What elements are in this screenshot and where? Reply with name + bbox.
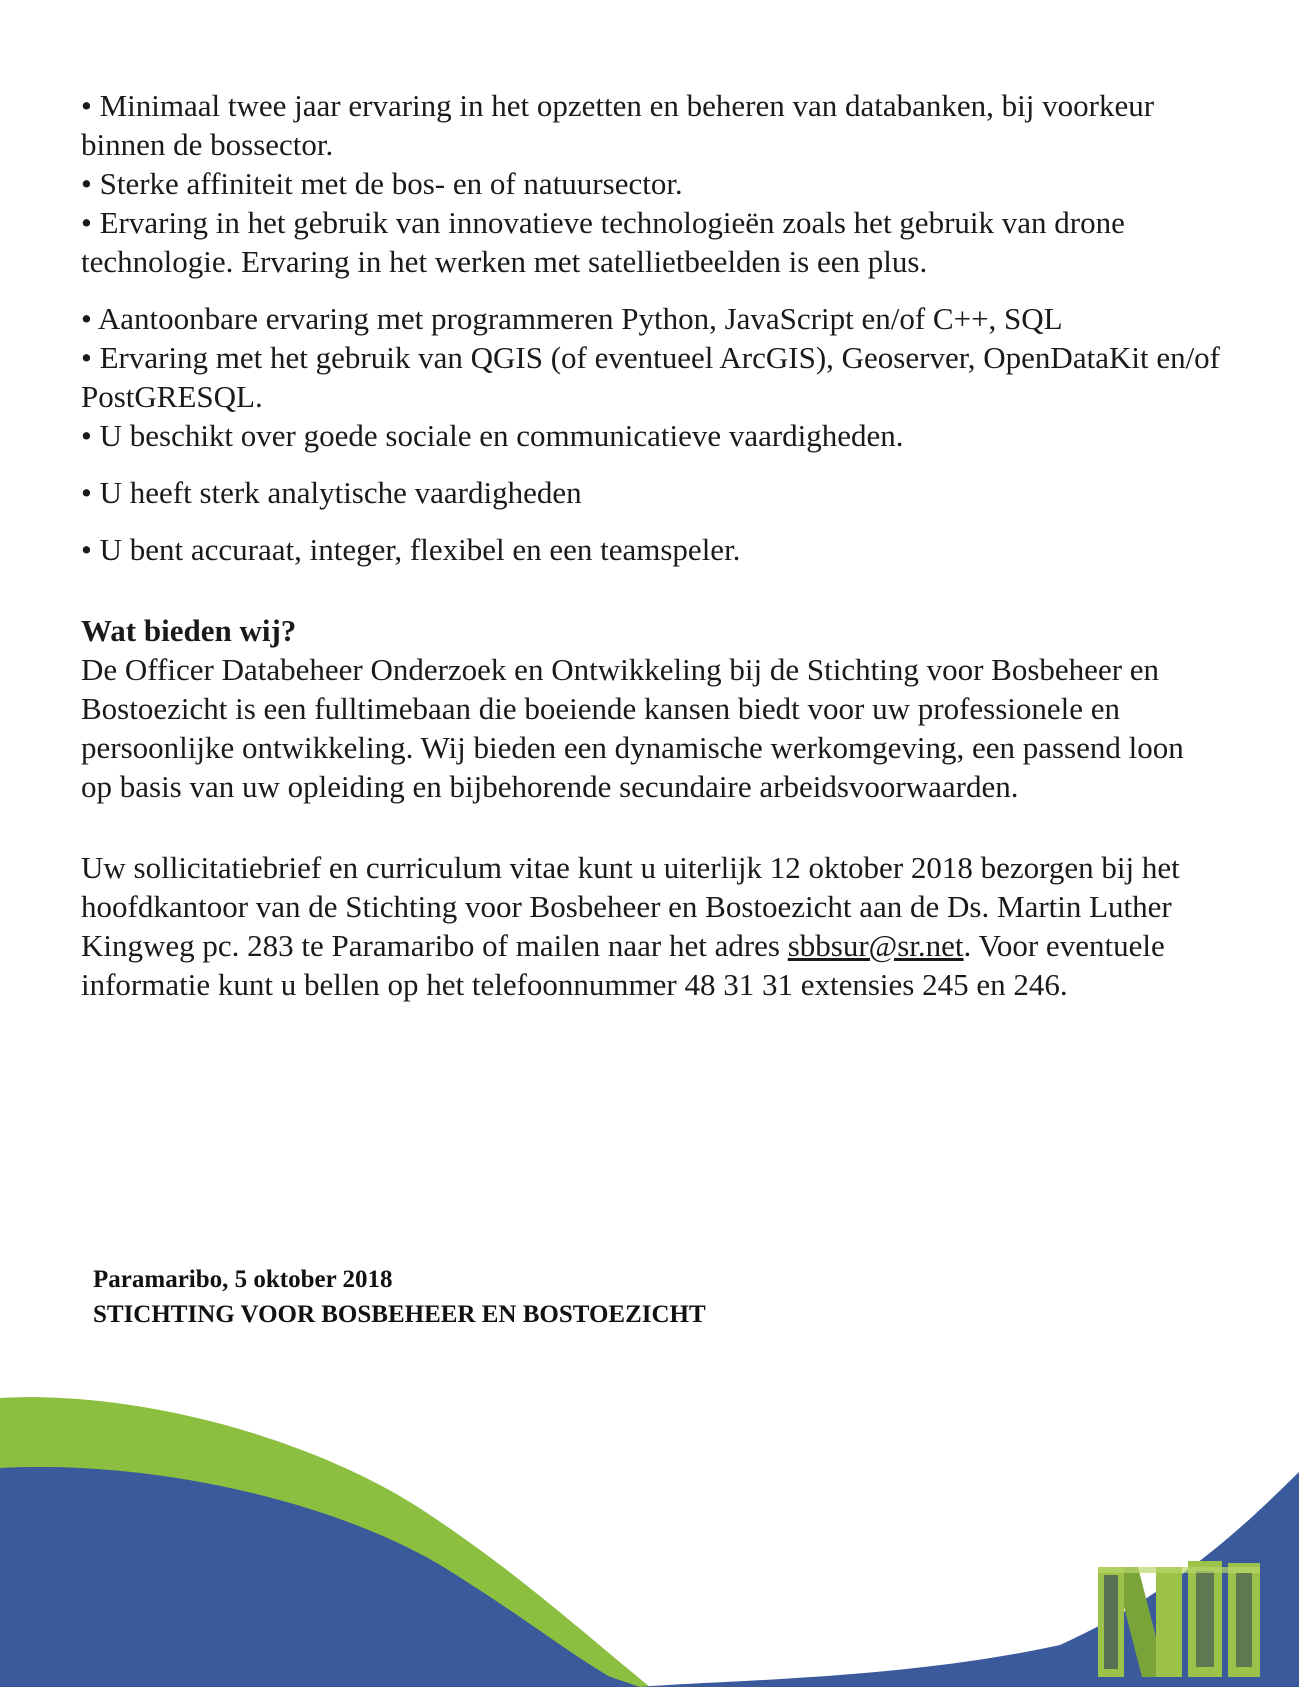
- bullet-social-skills: • U beschikt over goede sociale en communicatieve vaardigheden.: [81, 418, 904, 453]
- offer-text: De Officer Databeheer Onderzoek en Ontwikkeling bij de Stichting voor Bosbeheer en Bostoezicht is een fulltimebaan die boeiende kansen biedt voor uw professionele en persoonlijke ontwikkeling. Wij bieden een dynamische werkomgeving, een passend loon op basis van uw opleiding en bijbehorende secundaire arbeidsvoorwaarden.: [81, 652, 1184, 804]
- bullet-database-experience: • Minimaal twee jaar ervaring in het opzetten en beheren van databanken, bij voorkeur binnen de bossector.: [81, 88, 1155, 162]
- signature-place-date: Paramaribo, 5 oktober 2018: [93, 1266, 393, 1293]
- bullet-analytic: • U heeft sterk analytische vaardigheden: [81, 475, 582, 510]
- application-text: [81, 848, 1221, 1004]
- signature-block: [93, 1262, 706, 1332]
- application-text-before: Uw sollicitatiebrief en curriculum vitae kunt u uiterlijk 12 oktober 2018 bezorgen bij het hoofdkantoor van de Stichting voor Bosbeheer en Bostoezicht aan de Ds. Martin Luther Kingweg pc. 283 te Paramaribo of mailen naar het adres: [81, 850, 1180, 963]
- application-text-after: . Voor eventuele informatie kunt u bellen op het telefoonnummer 48 31 31 extensies 245 en 246.: [81, 928, 1165, 1002]
- bullet-programming: • Aantoonbare ervaring met programmeren Python, JavaScript en/of C++, SQL: [81, 301, 1063, 336]
- bullet-forest-affinity: • Sterke affiniteit met de bos- en of natuursector.: [81, 166, 683, 201]
- footer-wave-decoration: [0, 1380, 1299, 1687]
- signature-organization: STICHTING VOOR BOSBEHEER EN BOSTOEZICHT: [93, 1301, 706, 1328]
- offer-heading: Wat bieden wij?: [81, 613, 297, 648]
- bullet-accurate: • U bent accuraat, integer, flexibel en een teamspeler.: [81, 532, 741, 567]
- bullet-innovative-tech: • Ervaring in het gebruik van innovatieve technologieën zoals het gebruik van drone technologie. Ervaring in het werken met satellietbeelden is een plus.: [81, 205, 1125, 279]
- sbb-logo-icon: [1098, 1561, 1260, 1677]
- bullet-gis-experience: • Ervaring met het gebruik van QGIS (of eventueel ArcGIS), Geoserver, OpenDataKit en/of PostGRESQL.: [81, 340, 1221, 414]
- document-body: [81, 86, 1221, 1004]
- email-link[interactable]: sbbsur@sr.net: [787, 928, 964, 963]
